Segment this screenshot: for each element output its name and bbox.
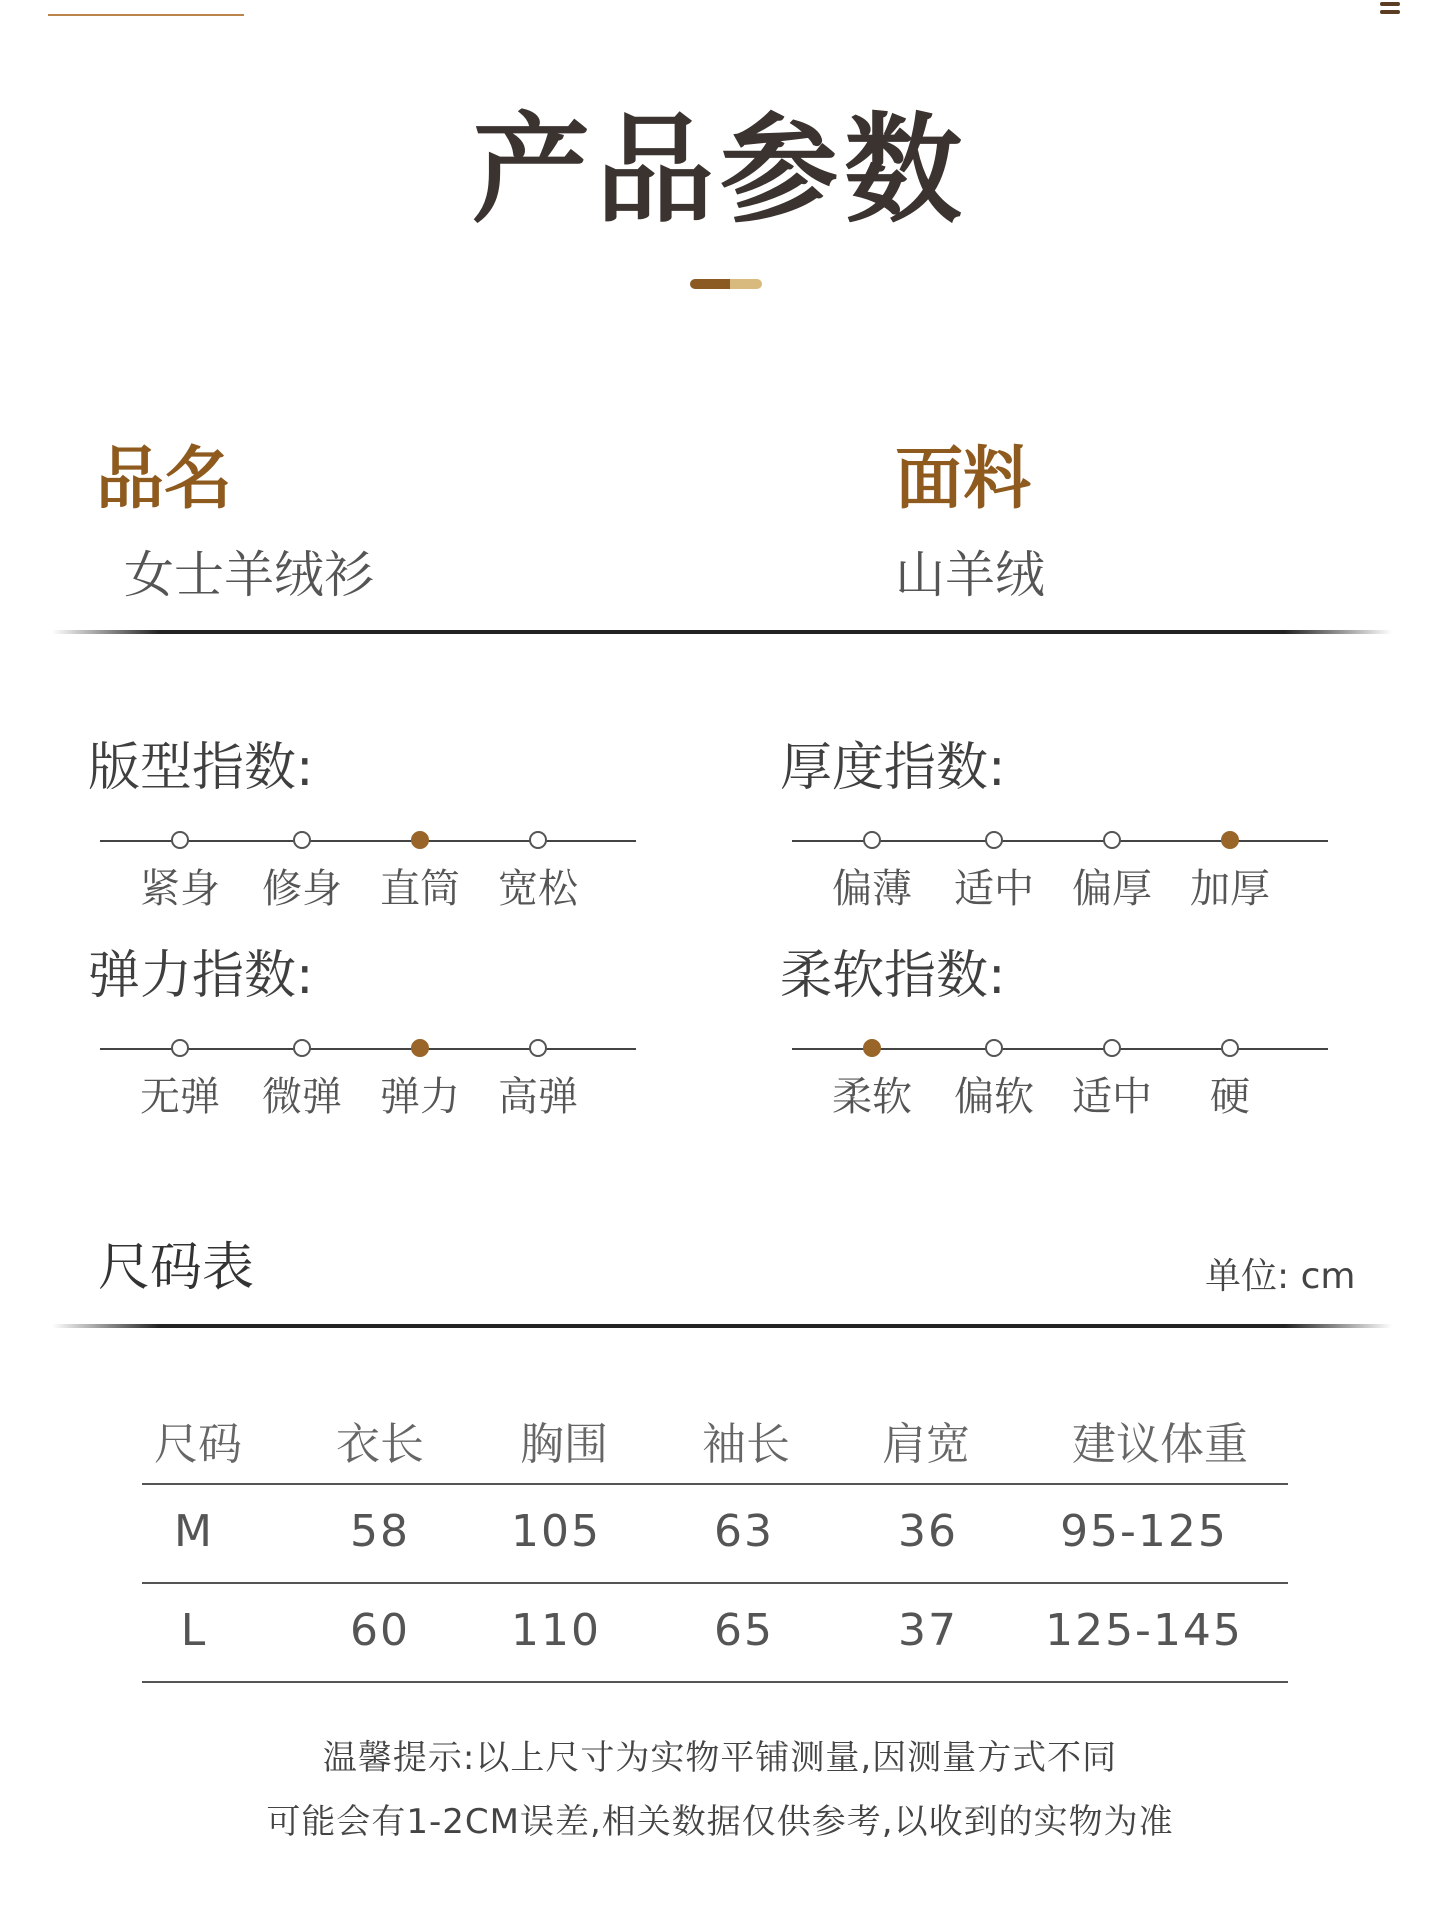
footnote-line-1: 温馨提示:以上尺寸为实物平铺测量,因测量方式不同 <box>322 1738 1118 1778</box>
softness-index-dot-selected <box>863 1039 881 1057</box>
table-cell: 65 <box>714 1605 774 1656</box>
table-header-cell: 肩宽 <box>882 1419 970 1470</box>
unit-label: 单位: cm <box>1205 1256 1356 1297</box>
material-value: 山羊绒 <box>895 546 1045 604</box>
table-cell: 60 <box>350 1605 410 1656</box>
thickness-index <box>780 736 1380 926</box>
table-cell: M <box>174 1506 214 1557</box>
elasticity-index-dot <box>293 1039 311 1057</box>
fit-index-title: 版型指数: <box>88 738 314 798</box>
table-cell: 110 <box>511 1605 601 1656</box>
elasticity-index <box>88 944 688 1134</box>
table-cell: 95-125 <box>1060 1506 1228 1557</box>
thickness-index-title: 厚度指数: <box>780 738 1006 798</box>
table-cell: 63 <box>714 1506 774 1557</box>
thickness-index-option: 偏薄 <box>832 866 912 912</box>
softness-index-option: 适中 <box>1072 1074 1152 1120</box>
softness-index-dot <box>1103 1039 1121 1057</box>
elasticity-index-dot <box>529 1039 547 1057</box>
product-name-label: 品名 <box>96 440 233 519</box>
table-cell: 125-145 <box>1045 1605 1243 1656</box>
top-decorative-rule <box>48 14 244 16</box>
thickness-index-dot-selected <box>1221 831 1239 849</box>
fit-index-option: 修身 <box>262 866 342 912</box>
section-divider <box>52 1324 1392 1328</box>
elasticity-index-option: 高弹 <box>498 1074 578 1120</box>
table-cell: 105 <box>511 1506 601 1557</box>
fit-index <box>88 736 688 926</box>
size-table <box>142 1408 1288 1683</box>
thickness-index-option: 适中 <box>954 866 1034 912</box>
elasticity-index-option: 无弹 <box>140 1074 220 1120</box>
elasticity-index-dot-selected <box>411 1039 429 1057</box>
fit-index-dot <box>171 831 189 849</box>
table-cell: 58 <box>350 1506 410 1557</box>
softness-index-option: 偏软 <box>954 1074 1034 1120</box>
fit-index-option: 宽松 <box>498 866 578 912</box>
table-cell: L <box>180 1605 208 1656</box>
footnote-line-2: 可能会有1-2CM误差,相关数据仅供参考,以收到的实物为准 <box>266 1802 1174 1842</box>
softness-index-dot <box>985 1039 1003 1057</box>
elasticity-index-dot <box>171 1039 189 1057</box>
title-accent-bar <box>690 279 762 289</box>
thickness-index-option: 加厚 <box>1190 866 1270 912</box>
page-title: 产品参数 <box>471 101 968 239</box>
section-divider <box>52 630 1392 634</box>
softness-index-option: 硬 <box>1210 1074 1250 1120</box>
softness-index-option: 柔软 <box>832 1074 912 1120</box>
table-header-row <box>142 1408 1288 1485</box>
softness-index-title: 柔软指数: <box>780 946 1006 1006</box>
product-name-value: 女士羊绒衫 <box>124 546 374 604</box>
fit-index-option: 紧身 <box>140 866 220 912</box>
menu-icon[interactable] <box>1380 2 1400 18</box>
table-cell: 37 <box>898 1605 958 1656</box>
fit-index-dot <box>293 831 311 849</box>
elasticity-index-title: 弹力指数: <box>88 946 314 1006</box>
fit-index-dot <box>529 831 547 849</box>
table-cell: 36 <box>898 1506 958 1557</box>
elasticity-index-option: 微弹 <box>262 1074 342 1120</box>
table-row <box>142 1584 1288 1683</box>
table-header-cell: 尺码 <box>154 1419 242 1470</box>
fit-index-option: 直筒 <box>380 866 460 912</box>
fit-index-dot-selected <box>411 831 429 849</box>
table-row <box>142 1485 1288 1584</box>
softness-index-dot <box>1221 1039 1239 1057</box>
table-header-cell: 建议体重 <box>1072 1419 1248 1470</box>
size-chart-title: 尺码表 <box>98 1238 255 1298</box>
softness-index <box>780 944 1380 1134</box>
thickness-index-dot <box>985 831 1003 849</box>
material-label: 面料 <box>895 440 1032 519</box>
table-header-cell: 衣长 <box>336 1419 424 1470</box>
thickness-index-option: 偏厚 <box>1072 866 1152 912</box>
elasticity-index-option: 弹力 <box>380 1074 460 1120</box>
table-header-cell: 袖长 <box>702 1419 790 1470</box>
table-header-cell: 胸围 <box>520 1419 608 1470</box>
thickness-index-dot <box>1103 831 1121 849</box>
thickness-index-dot <box>863 831 881 849</box>
